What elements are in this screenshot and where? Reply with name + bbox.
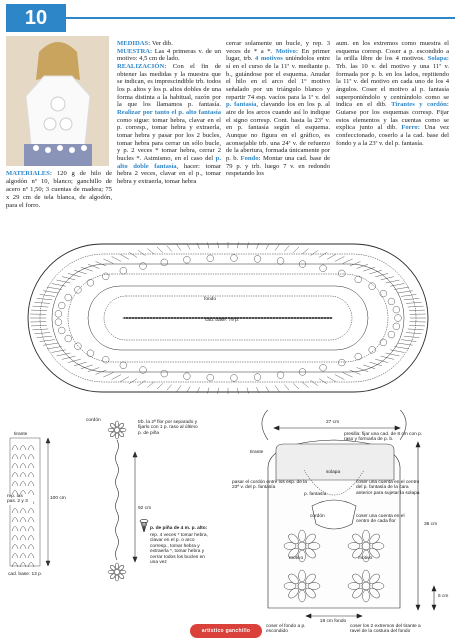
page-number: 10 <box>6 4 66 32</box>
pasar-note: pasar el cordón entre los esp. de la 23ª v. del p. fantasía <box>232 480 307 491</box>
coser-cuenta-flor-note: coser una cuenta en el centro de cada flor <box>356 514 405 525</box>
header-rule <box>66 17 455 19</box>
model-photo <box>6 36 109 166</box>
pina-title: p. de piña de 4 m. p. alto: <box>150 526 208 531</box>
text-column-1: MEDIDAS: Ver dib. MUESTRA: Las 4 primeras v. de un motivo: 4,5 cm de lado. REALIZACIÓN: Con el fin de obtener las medidas y la muestra que se indican, es imprescindible trb. todos los p. altos y los p. altos dobles de una forma distinta a la habitual, razón por la que los llamamos p. fantasía. Realizar por tanto el p. alto fantasía como sigue: tomar hebra, clavar en el p. corresp., tomar hebra y extraerla, tomar hebra y pasar por los 2 bucles, tomar hebra para cerrar un sólo bucle, y p. 2 veces * tomar hebra, cerrar 2 bucles *. Asimismo, en el caso del p. alto doble fantasía, hacer: tomar hebra 2 veces, clavar en el p., tomar hebra y extraerla, tomar hebra <box>117 40 221 185</box>
p-fantasia-label: p. fantasía <box>304 492 327 497</box>
brand-logo: artístico ganchillo <box>190 624 262 638</box>
photo-illustration <box>6 36 109 166</box>
five-cm-label: 5 cm <box>438 594 449 599</box>
strap-title: tirante <box>14 432 28 437</box>
cad-base-label: cad. base: 79 p. <box>205 318 240 323</box>
bottom-pattern-diagram <box>4 236 452 412</box>
motivo-label-2: motivo <box>358 556 373 561</box>
oval-chart <box>4 236 452 412</box>
bag-cord-label: cordón <box>310 514 325 519</box>
text-column-3: aum. en los extremos como muestra el esquema corresp. Coser a p. escondido a la orilla libre de los 4 motivos. Solapa: Trb. las 10 v. del motivo y una 11ª v. formada por p. b. en los lados, repitiendo la 11ª v. del motivo en cada uno de los 4 ángulos. Coser el motivo al p. fantasía superponiéndolo y centrándolo como se indica en el dib. Tirantes y cordón: Guiarse por los esquemas corresp. Fijar estos elementos y las cuentas como se explica junto al dib. Forro: Una vez confeccionado, coserlo a la cad. base del fondo y a la 23ª v. del p. fantasía. <box>336 40 449 147</box>
bag-strap-label: tirante <box>250 450 264 455</box>
fondo-width: 18 cm fondo <box>319 619 347 624</box>
assembly-svg <box>4 410 452 640</box>
fondo-label: fondo <box>204 297 217 302</box>
cord-length: 92 cm <box>138 506 152 511</box>
motivo-label-1: motivo <box>289 556 304 561</box>
coser-cuenta-note: coser una cuenta en el centro del p. fantasía de la cara anterior para sujetar la solapa <box>356 480 420 496</box>
materials-block: MATERIALES: 120 g de hilo de algodón nº 10, blanco; ganchillo de acero nº 1,50; 3 cuentas de madera; 75 x 29 cm de tela blanca, de algodón, para el forro. <box>6 170 112 210</box>
pina-instructions: rep. 4 veces * tomar hebra, clavar en el p. o arco corresp., tomar hebra y extraerla *, tomar hebra y cerrar todos los bucles en una vez <box>150 533 208 566</box>
cord-diagram <box>108 421 148 581</box>
coser-fondo-note: coser el fondo a p. escondido <box>266 624 306 635</box>
coser-extremos-note: coser los 2 extremos del tirante a ravel de la costura del fondo <box>350 624 421 635</box>
bag-height: 36 cm <box>424 522 438 527</box>
cord-note: trb. la 2ª flor por separado y fijarlo con 1 p. raso al último p. de piña <box>138 420 198 436</box>
bag-width: 27 cm <box>326 420 340 425</box>
strap-base: cad. base: 13 p. <box>8 572 43 577</box>
text-column-2: cerrar solamente un bucle, y rep. 3 veces de * a *. Motivo: En primer lugar, trb. 4 motivos uniéndolos entre sí en el curso de la 11ª v. mediante p. b., guiándose por el esquema. Anudar el hilo en el arco del 1º motivo señalado por un triángulo blanco y repartir 74 esp. vacíos para la 1ª v. del p. fantasía, clavando los en los p. al aire de los arcos cuando así lo indique el signo corresp. Cont. hasta la 23ª v. en p. fantasía según el esquema. Aunque no figura en el gráfico, es aconsejable trb. una 24ª v. de refuerzo de la abertura, formada únicamente por p. b. Fondo: Montar una cad. base de 79 p. y trb. luego 7 v. en redondo respetando los <box>226 40 331 178</box>
assembly-diagrams <box>4 410 452 640</box>
solapa-label: solapa <box>326 470 341 475</box>
presilla-note: presilla: fijar una cad. de 8 cm con p. raso y formarla de p. b. <box>344 432 423 443</box>
strap-length: 100 cm <box>50 496 66 501</box>
strap-repeat-label: rep. las pas. 2 y 3 <box>7 494 33 505</box>
cord-title: cordón <box>86 418 101 423</box>
